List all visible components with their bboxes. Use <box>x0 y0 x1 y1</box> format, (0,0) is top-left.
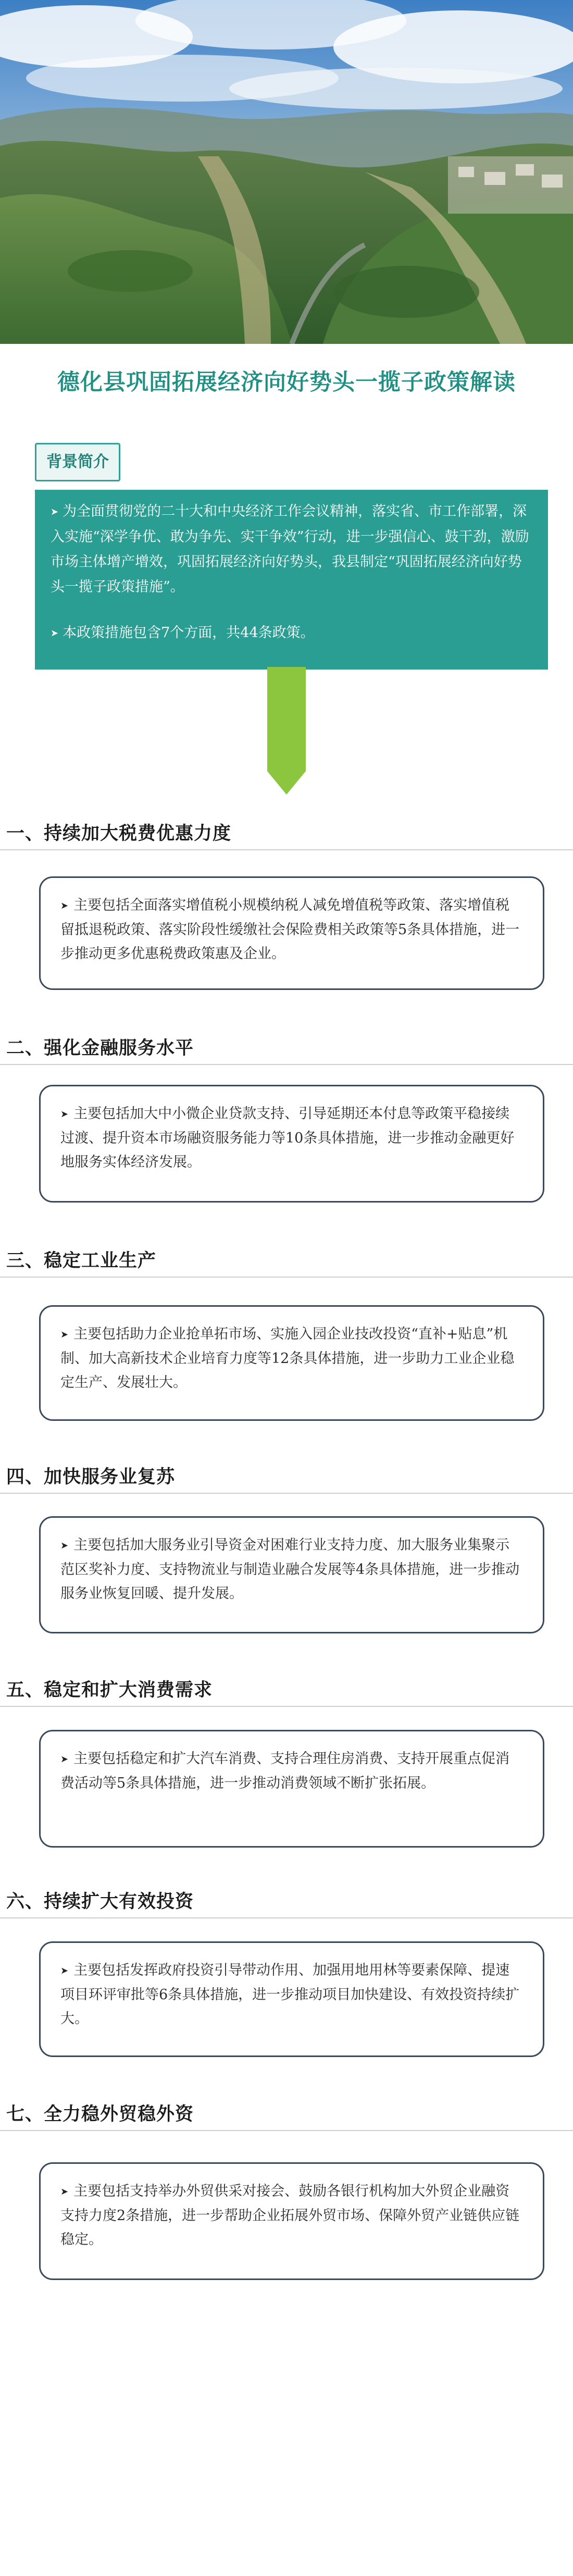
section-heading: 七、全力稳外贸稳外资 <box>6 2103 194 2125</box>
section-card <box>39 876 544 990</box>
down-arrow-icon <box>263 667 310 795</box>
section-divider <box>0 1706 573 1707</box>
intro-paragraph: ➤ 本政策措施包含7个方面，共44条政策。 <box>51 621 532 646</box>
arrow-bullet-icon: ➤ <box>60 2186 69 2197</box>
arrow-bullet-icon: ➤ <box>60 1109 69 1120</box>
arrow-bullet-icon: ➤ <box>60 1540 69 1551</box>
section-heading: 五、稳定和扩大消费需求 <box>6 1679 213 1701</box>
section-heading: 四、加快服务业复苏 <box>6 1466 176 1488</box>
arrow-bullet-icon: ➤ <box>60 900 69 911</box>
section-card <box>39 1305 544 1421</box>
arrow-bullet-icon: ➤ <box>60 1329 69 1340</box>
section-text: ➤ 主要包括加大中小微企业贷款支持、引导延期还本付息等政策平稳接续过渡、提升资本市场融资服务能力等10条具体措施，进一步推动金融更好地服务实体经济发展。 <box>60 1102 523 1174</box>
section-heading: 六、持续扩大有效投资 <box>6 1891 194 1912</box>
section-text: ➤ 主要包括全面落实增值税小规模纳税人减免增值税等政策、落实增值税留抵退税政策、落实阶段性缓缴社会保险费相关政策等5条具体措施，进一步推动更多优惠税费政策惠及企业。 <box>60 894 523 966</box>
section-text: ➤ 主要包括支持举办外贸供采对接会、鼓励各银行机构加大外贸企业融资支持力度2条措施，进一步帮助企业拓展外贸市场、保障外贸产业链供应链稳定。 <box>60 2179 523 2252</box>
page-title: 德化县巩固拓展经济向好势头一揽子政策解读 <box>57 369 516 395</box>
background-tag: 背景简介 <box>35 443 120 481</box>
section-card <box>39 2162 544 2280</box>
arrow-bullet-icon: ➤ <box>51 628 59 639</box>
section-divider <box>0 849 573 850</box>
section-divider <box>0 1493 573 1494</box>
arrow-bullet-icon: ➤ <box>60 1754 69 1765</box>
hero-landscape-image <box>0 0 573 344</box>
section-heading: 三、稳定工业生产 <box>6 1250 157 1271</box>
section-divider <box>0 2130 573 2131</box>
arrow-bullet-icon: ➤ <box>60 1965 69 1976</box>
section-divider <box>0 1917 573 1918</box>
section-card <box>39 1516 544 1633</box>
section-text: ➤ 主要包括发挥政府投资引导带动作用、加强用地用林等要素保障、提速项目环评审批等6条具体措施，进一步推动项目加快建设、有效投资持续扩大。 <box>60 1959 523 2031</box>
section-heading: 二、强化金融服务水平 <box>6 1037 194 1059</box>
section-text: ➤ 主要包括加大服务业引导资金对困难行业支持力度、加大服务业集聚示范区奖补力度、支持物流业与制造业融合发展等4条具体措施，进一步推动服务业恢复回暖、提升发展。 <box>60 1533 523 1606</box>
section-card <box>39 1941 544 2057</box>
section-card <box>39 1085 544 1203</box>
arrow-bullet-icon: ➤ <box>51 506 59 517</box>
section-text: ➤ 主要包括助力企业抢单拓市场、实施入园企业技改投资“直补+贴息”机制、加大高新技术企业培育力度等12条具体措施，进一步助力工业企业稳定生产、发展壮大。 <box>60 1322 523 1395</box>
background-intro-box <box>35 490 548 670</box>
section-divider <box>0 1277 573 1278</box>
section-text: ➤ 主要包括稳定和扩大汽车消费、支持合理住房消费、支持开展重点促消费活动等5条具体措施，进一步推动消费领域不断扩张拓展。 <box>60 1747 523 1795</box>
section-heading: 一、持续加大税费优惠力度 <box>6 823 232 844</box>
intro-paragraph: ➤ 为全面贯彻党的二十大和中央经济工作会议精神，落实省、市工作部署，深入实施“深学争优、敢为争先、实干争效”行动，进一步强信心、鼓干劲，激励市场主体增产增效，巩固拓展经济向好势头，我县制定“巩固拓展经济向好势头一揽子政策措施”。 <box>51 499 532 600</box>
section-card <box>39 1730 544 1848</box>
section-divider <box>0 1064 573 1065</box>
